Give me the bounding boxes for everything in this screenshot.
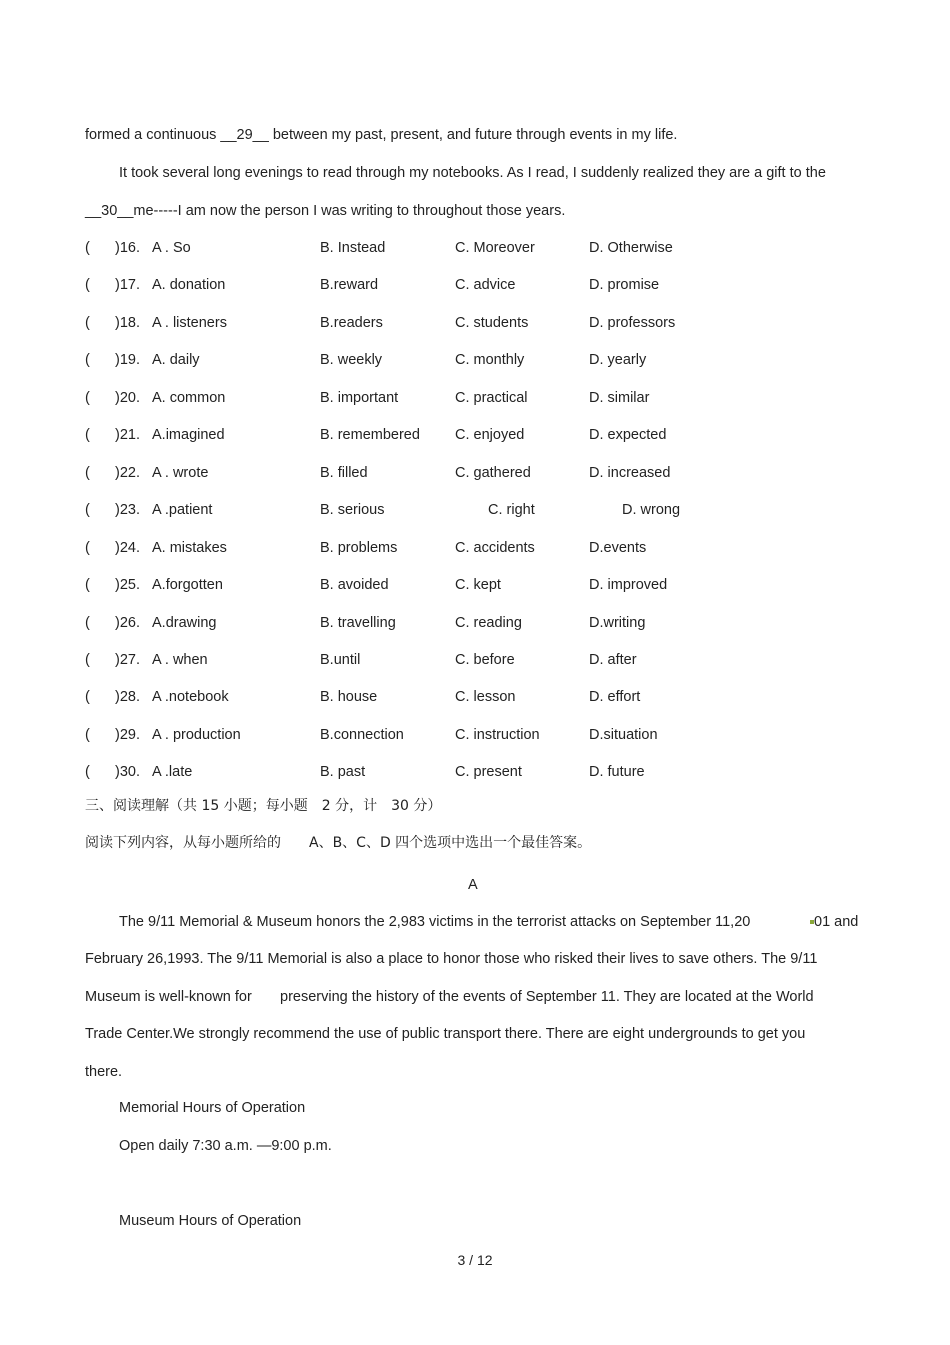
question-number: )26. (115, 615, 140, 631)
answer-paren: ( (85, 652, 90, 668)
question-row (85, 651, 885, 669)
option-c: C. Moreover (455, 240, 535, 256)
option-d: D. wrong (622, 502, 681, 518)
section-heading: 三、阅读理解（共 15 小题；每小题 2 分，计 30 分） (85, 798, 442, 814)
option-b: B. weekly (320, 352, 383, 368)
passage-line-1a: The 9/11 Memorial & Museum honors the 2,983 victims in the terrorist attacks on September 11,20 (119, 914, 751, 930)
option-a: A . listeners (152, 315, 227, 331)
option-d: D.events (589, 540, 647, 556)
answer-paren: ( (85, 764, 90, 780)
question-number: )22. (115, 465, 140, 481)
option-b: B. remembered (320, 427, 420, 443)
cloze-line-3: __30__me-----I am now the person I was writing to throughout those years. (85, 203, 566, 219)
option-c: C. accidents (455, 540, 535, 556)
option-c: C. instruction (455, 727, 540, 743)
question-row (85, 576, 885, 594)
option-b: B. Instead (320, 240, 386, 256)
question-number: )17. (115, 277, 140, 293)
option-d: D.writing (589, 615, 646, 631)
passage-line-4: Trade Center.We strongly recommend the use of public transport there. There are eight undergrounds to get you (85, 1026, 806, 1042)
question-row (85, 726, 885, 744)
option-a: A. daily (152, 352, 200, 368)
option-b: B. filled (320, 465, 368, 481)
option-d: D. increased (589, 465, 671, 481)
answer-paren: ( (85, 689, 90, 705)
cloze-line-2: It took several long evenings to read through my notebooks. As I read, I suddenly realized they are a gift to the (119, 165, 826, 181)
option-b: B. serious (320, 502, 385, 518)
option-a: A . So (152, 240, 191, 256)
option-a: A. mistakes (152, 540, 227, 556)
option-a: A. donation (152, 277, 226, 293)
question-number: )25. (115, 577, 140, 593)
option-b: B. problems (320, 540, 398, 556)
passage-line-5: there. (85, 1064, 123, 1080)
cloze-line-1: formed a continuous __29__ between my past, present, and future through events in my life. (85, 127, 678, 143)
answer-paren: ( (85, 465, 90, 481)
option-b: B. past (320, 764, 366, 780)
question-row (85, 276, 885, 294)
answer-paren: ( (85, 390, 90, 406)
option-b: B.readers (320, 315, 383, 331)
option-c: C. gathered (455, 465, 531, 481)
question-number: )24. (115, 540, 140, 556)
option-a: A .late (152, 764, 193, 780)
option-d: D. promise (589, 277, 660, 293)
option-a: A.imagined (152, 427, 225, 443)
passage-line-1b (809, 913, 858, 931)
option-d: D. after (589, 652, 637, 668)
question-row (85, 314, 885, 332)
question-number: )30. (115, 764, 140, 780)
question-row (85, 763, 885, 781)
option-b: B. avoided (320, 577, 389, 593)
option-a: A . when (152, 652, 208, 668)
answer-paren: ( (85, 240, 90, 256)
passage-line-3a: Museum is well-known for (85, 989, 252, 1005)
passage-line-1b-text: 01 and (814, 914, 859, 930)
question-number: )27. (115, 652, 140, 668)
option-c: C. practical (455, 390, 528, 406)
option-d: D.situation (589, 727, 658, 743)
option-c: C. enjoyed (455, 427, 525, 443)
answer-paren: ( (85, 727, 90, 743)
option-c: C. monthly (455, 352, 525, 368)
question-row (85, 351, 885, 369)
question-row (85, 389, 885, 407)
option-c: C. kept (455, 577, 501, 593)
option-a: A . production (152, 727, 241, 743)
option-a: A.forgotten (152, 577, 223, 593)
option-c: C. advice (455, 277, 516, 293)
option-c: C. before (455, 652, 515, 668)
option-d: D. expected (589, 427, 667, 443)
question-row (85, 501, 885, 519)
option-d: D. Otherwise (589, 240, 673, 256)
option-c: C. right (488, 502, 535, 518)
question-number: )23. (115, 502, 140, 518)
page-number: 3 / 12 (457, 1252, 493, 1268)
option-b: B.connection (320, 727, 404, 743)
option-c: C. reading (455, 615, 522, 631)
question-number: )18. (115, 315, 140, 331)
question-number: )20. (115, 390, 140, 406)
passage-line-3b: preserving the history of the events of September 11. They are located at the World (280, 989, 814, 1005)
option-b: B.until (320, 652, 361, 668)
option-b: B. important (320, 390, 399, 406)
question-row (85, 614, 885, 632)
option-a: A.drawing (152, 615, 217, 631)
question-row (85, 239, 885, 257)
section-instruction: 阅读下列内容，从每小题所给的 A、B、C、D 四个选项中选出一个最佳答案。 (85, 835, 592, 851)
museum-hours-heading: Museum Hours of Operation (119, 1213, 302, 1229)
option-b: B.reward (320, 277, 379, 293)
memorial-hours-heading: Memorial Hours of Operation (119, 1100, 306, 1116)
passage-label: A (468, 877, 478, 893)
question-number: )19. (115, 352, 140, 368)
answer-paren: ( (85, 577, 90, 593)
answer-paren: ( (85, 540, 90, 556)
question-row (85, 539, 885, 557)
question-row (85, 688, 885, 706)
option-a: A .patient (152, 502, 213, 518)
option-a: A . wrote (152, 465, 209, 481)
option-d: D. improved (589, 577, 668, 593)
option-c: C. students (455, 315, 529, 331)
question-number: )28. (115, 689, 140, 705)
answer-paren: ( (85, 502, 90, 518)
question-number: )16. (115, 240, 140, 256)
answer-paren: ( (85, 615, 90, 631)
option-d: D. future (589, 764, 645, 780)
answer-paren: ( (85, 352, 90, 368)
option-d: D. effort (589, 689, 641, 705)
question-row (85, 464, 885, 482)
passage-line-2: February 26,1993. The 9/11 Memorial is also a place to honor those who risked their lives to save others. The 9/11 (85, 951, 818, 967)
question-number: )29. (115, 727, 140, 743)
option-c: C. present (455, 764, 522, 780)
option-b: B. house (320, 689, 378, 705)
option-a: A .notebook (152, 689, 229, 705)
option-c: C. lesson (455, 689, 516, 705)
memorial-hours-text: Open daily 7:30 a.m. —9:00 p.m. (119, 1138, 332, 1154)
answer-paren: ( (85, 427, 90, 443)
option-a: A. common (152, 390, 226, 406)
answer-paren: ( (85, 277, 90, 293)
answer-paren: ( (85, 315, 90, 331)
question-row (85, 426, 885, 444)
option-d: D. professors (589, 315, 676, 331)
question-number: )21. (115, 427, 140, 443)
option-b: B. travelling (320, 615, 396, 631)
option-d: D. similar (589, 390, 650, 406)
option-d: D. yearly (589, 352, 647, 368)
